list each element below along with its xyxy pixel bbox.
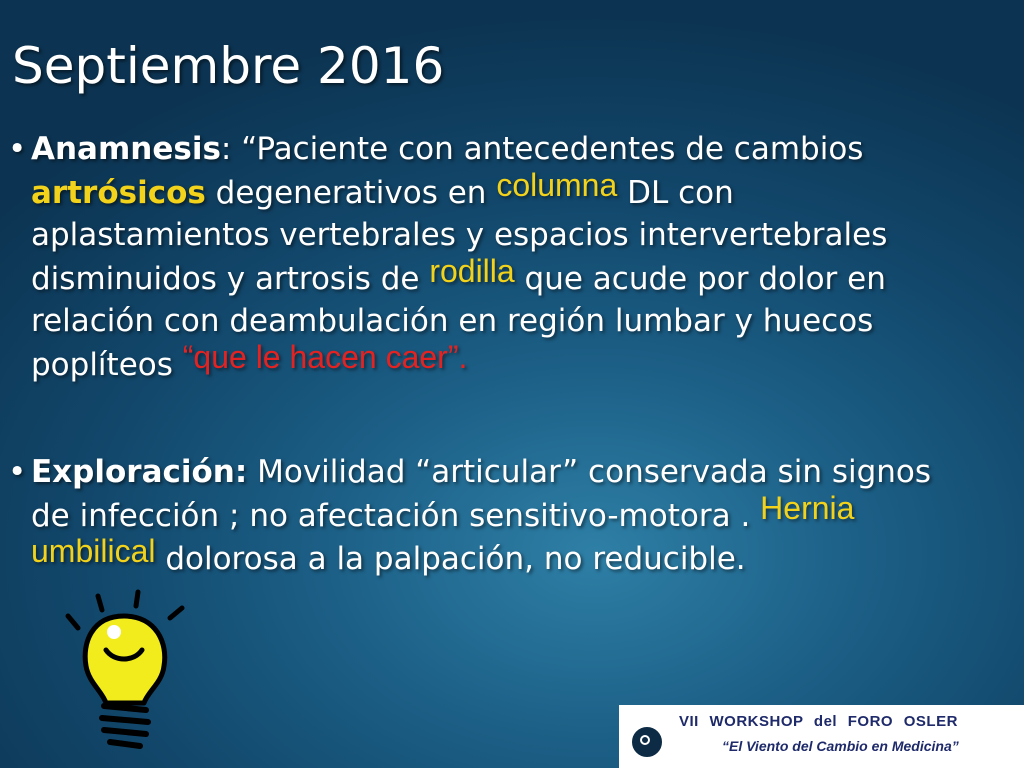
highlight-columna: columna <box>496 167 618 203</box>
footer-subtitle: “El Viento del Cambio en Medicina” <box>722 738 959 754</box>
exploracion-bullet <box>8 451 1008 580</box>
highlight-umbilical: umbilical <box>31 533 156 569</box>
highlight-rodilla: rodilla <box>429 253 515 289</box>
exploracion-line-1 <box>8 451 1008 494</box>
anamnesis-line-1 <box>8 128 1008 171</box>
anamnesis-label: Anamnesis <box>31 131 221 167</box>
anamnesis-line-4 <box>8 253 1008 300</box>
anamnesis-line-5: relación con deambulación en región lumbar y huecos <box>31 303 874 339</box>
highlight-artrosicos: artrósicos <box>31 175 206 211</box>
anamnesis-text-4a: disminuidos y artrosis de <box>31 261 430 297</box>
highlight-que-le-hacen-caer: “que le hacen caer”. <box>182 339 468 375</box>
anamnesis-text-6a: poplíteos <box>31 347 183 383</box>
exploracion-text-1: Movilidad “articular” conservada sin signos <box>247 454 932 490</box>
exploracion-label: Exploración: <box>31 454 248 490</box>
foro-osler-logo-icon <box>632 727 662 757</box>
anamnesis-text-1: “Paciente con antecedentes de cambios <box>231 131 864 167</box>
highlight-hernia: Hernia <box>760 490 855 526</box>
workshop-footer <box>619 705 1024 768</box>
bullet-icon: • <box>8 454 27 490</box>
slide-title: Septiembre 2016 <box>12 37 445 95</box>
anamnesis-text-2a: degenerativos en <box>205 175 497 211</box>
lightbulb-icon <box>62 588 192 758</box>
footer-title: VII WORKSHOP del FORO OSLER <box>679 713 958 730</box>
anamnesis-text-2b: DL con <box>617 175 734 211</box>
anamnesis-line-6 <box>8 339 1008 386</box>
exploracion-line-2 <box>8 490 1008 537</box>
anamnesis-line-2 <box>8 167 1008 214</box>
anamnesis-line-3: aplastamientos vertebrales y espacios intervertebrales <box>31 217 888 253</box>
anamnesis-colon: : <box>220 131 232 167</box>
exploracion-text-3: dolorosa a la palpación, no reducible. <box>155 541 746 577</box>
exploracion-line-3 <box>8 533 1008 580</box>
anamnesis-text-4b: que acude por dolor en <box>514 261 886 297</box>
exploracion-text-2a: de infección ; no afectación sensitivo-motora . <box>31 498 761 534</box>
bullet-icon: • <box>8 131 27 167</box>
anamnesis-bullet <box>8 128 1008 386</box>
